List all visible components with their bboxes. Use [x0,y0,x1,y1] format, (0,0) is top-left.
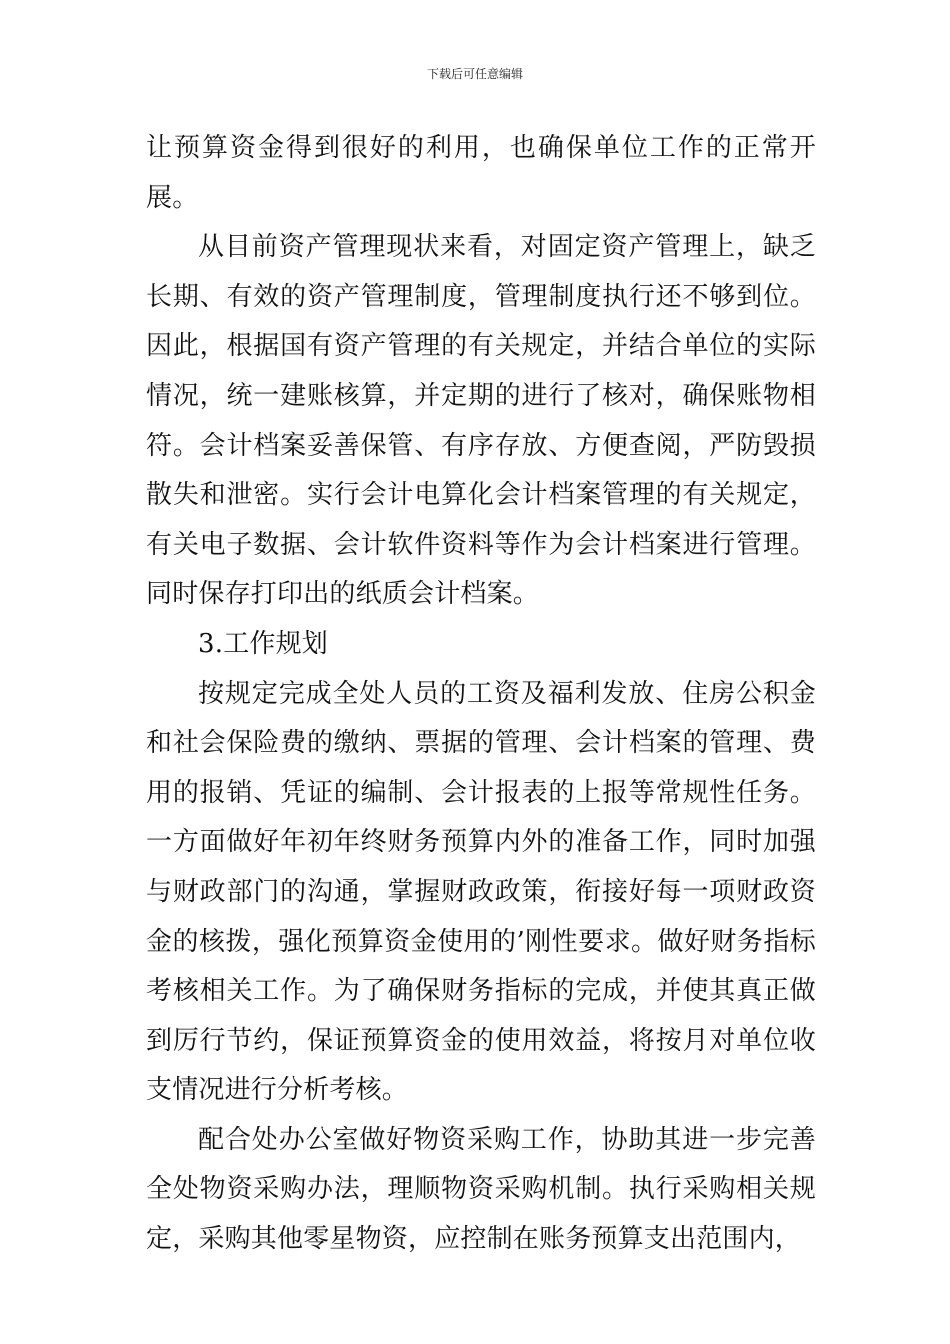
section-heading-work-plan: 3.工作规划 [198,628,329,659]
paragraph-routine-tasks: 按规定完成全处人员的工资及福利发放、住房公积金和社会保险费的缴纳、票据的管理、会计档案的管理、费用的报销、凭证的编制、会计报表的上报等常规性任务。一方面做好年初年终财务预算内外的准备工作，同时加强与财政部门的沟通，掌握财政政策，衔接好每一项财政资金的核拨，强化预算资金使用的’刚性要求。做好财务指标考核相关工作。为了确保财务指标的完成，并使其真正做到厉行节约，保证预算资金的使用效益，将按月对单位收支情况进行分析考核。 [146,678,816,1106]
page-header-note: 下载后可任意编辑 [426,67,523,81]
paragraph-procurement: 配合处办公室做好物资采购工作，协助其进一步完善全处物资采购办法，理顺物资采购机制。执行采购相关规定，采购其他零星物资，应控制在账务预算支出范围内， [146,1124,816,1255]
paragraph-continuation: 让预算资金得到很好的利用，也确保单位工作的正常开展。 [146,133,816,213]
document-body [146,124,816,1265]
paragraph-asset-management: 从目前资产管理现状来看，对固定资产管理上，缺乏长期、有效的资产管理制度，管理制度执行还不够到位。因此，根据国有资产管理的有关规定，并结合单位的实际情况，统一建账核算，并定期的进行了核对，确保账物相符。会计档案妥善保管、有序存放、方便查阅，严防毁损散失和泄密。实行会计电算化会计档案管理的有关规定，有关电子数据、会计软件资料等作为会计档案进行管理。同时保存打印出的纸质会计档案。 [146,232,816,610]
